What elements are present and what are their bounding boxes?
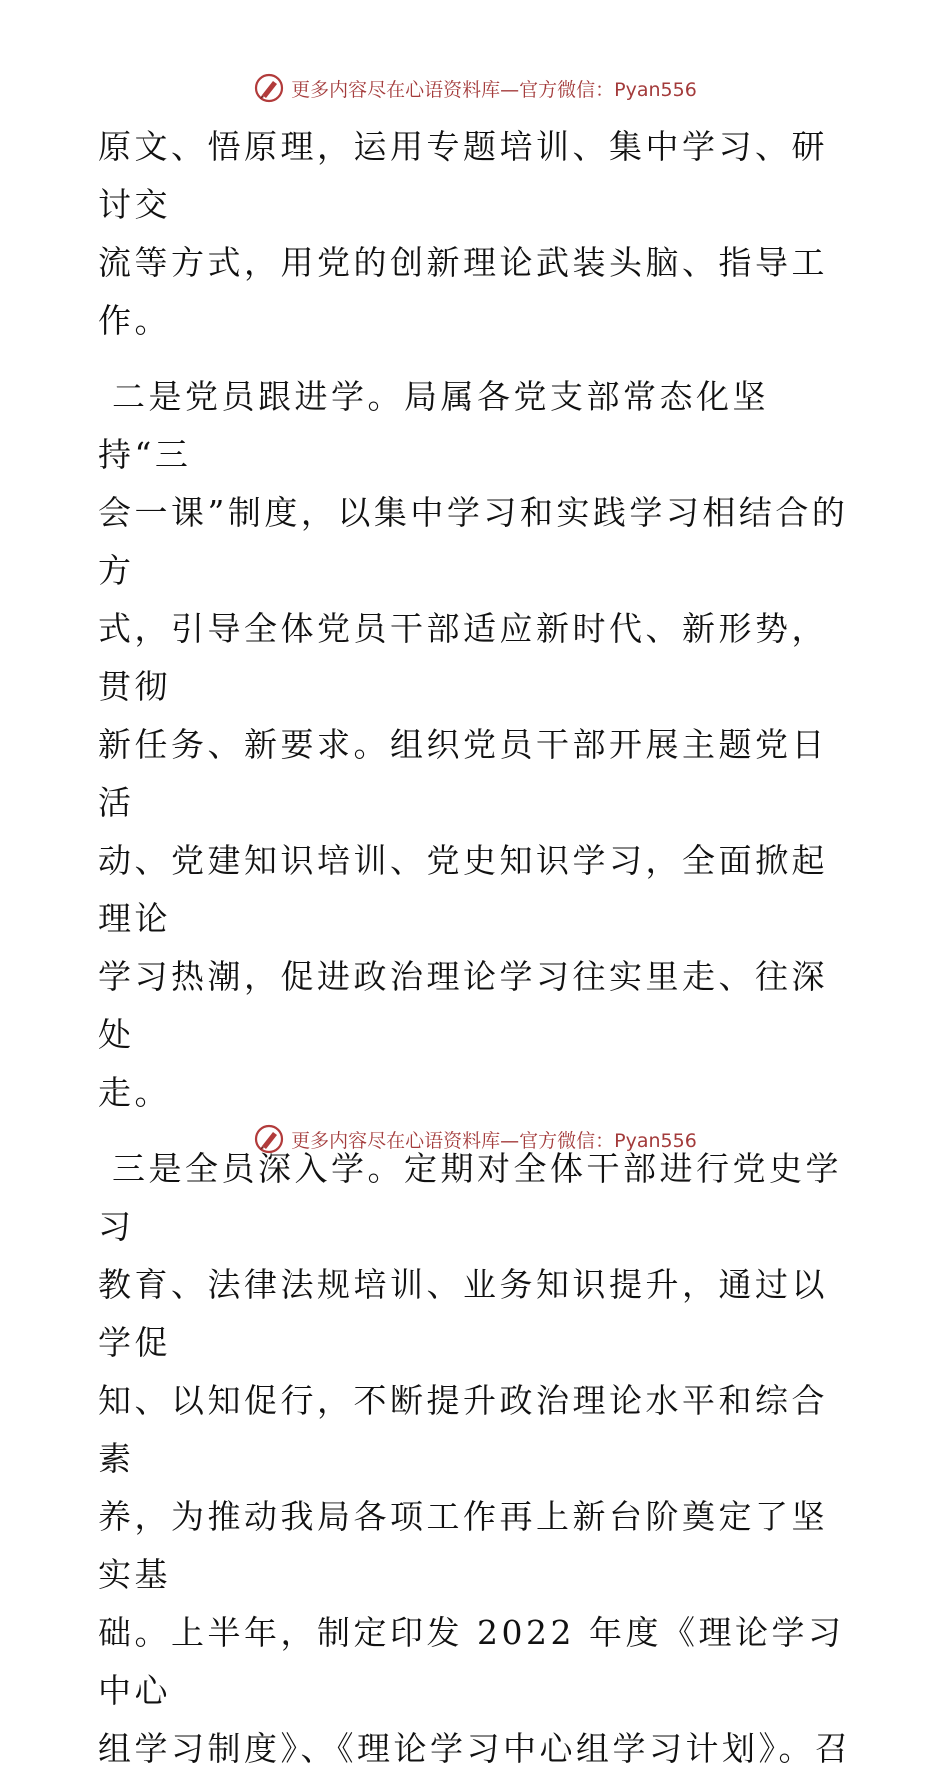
text-line: 走。 [98, 1073, 171, 1112]
watermark-footer [0, 1123, 950, 1155]
text-line: 三是全员深入学。定期对全体干部进行党史学习 [98, 1149, 842, 1246]
text-line: 础。上半年，制定印发 2022 年度《理论学习中心 [98, 1613, 845, 1710]
text-line: 知、以知促行，不断提升政治理论水平和综合素 [98, 1381, 828, 1478]
text-line: 养，为推动我局各项工作再上新台阶奠定了坚实基 [98, 1497, 828, 1594]
text-line: 新任务、新要求。组织党员干部开展主题党日活 [98, 725, 828, 822]
paragraph-3 [98, 1140, 858, 1778]
watermark-text: 更多内容尽在心语资料库—官方微信：Pyan556 [291, 1129, 697, 1152]
paragraph-1 [98, 118, 858, 350]
text-line: 学习热潮，促进政治理论学习往实里走、往深处 [98, 957, 828, 1054]
text-line: 原文、悟原理，运用专题培训、集中学习、研讨交 [98, 127, 828, 224]
text-line: 式，引导全体党员干部适应新时代、新形势，贯彻 [98, 609, 828, 706]
paragraph-2 [98, 368, 858, 1122]
pen-logo-icon [253, 1123, 285, 1155]
text-line: 流等方式，用党的创新理论武装头脑、指导工作。 [98, 243, 828, 340]
text-line: 会一课”制度，以集中学习和实践学习相结合的方 [98, 493, 849, 590]
watermark-text: 更多内容尽在心语资料库—官方微信：Pyan556 [291, 78, 697, 101]
text-line: 教育、法律法规培训、业务知识提升，通过以学促 [98, 1265, 828, 1362]
document-body [98, 118, 858, 1778]
pen-logo-icon [253, 72, 285, 104]
text-line: 二是党员跟进学。局属各党支部常态化坚持“三 [98, 377, 769, 474]
text-line: 动、党建知识培训、党史知识学习，全面掀起理论 [98, 841, 828, 938]
watermark-header [0, 72, 950, 104]
text-line: 组学习制度》、《理论学习中心组学习计划》。召 [98, 1729, 852, 1768]
